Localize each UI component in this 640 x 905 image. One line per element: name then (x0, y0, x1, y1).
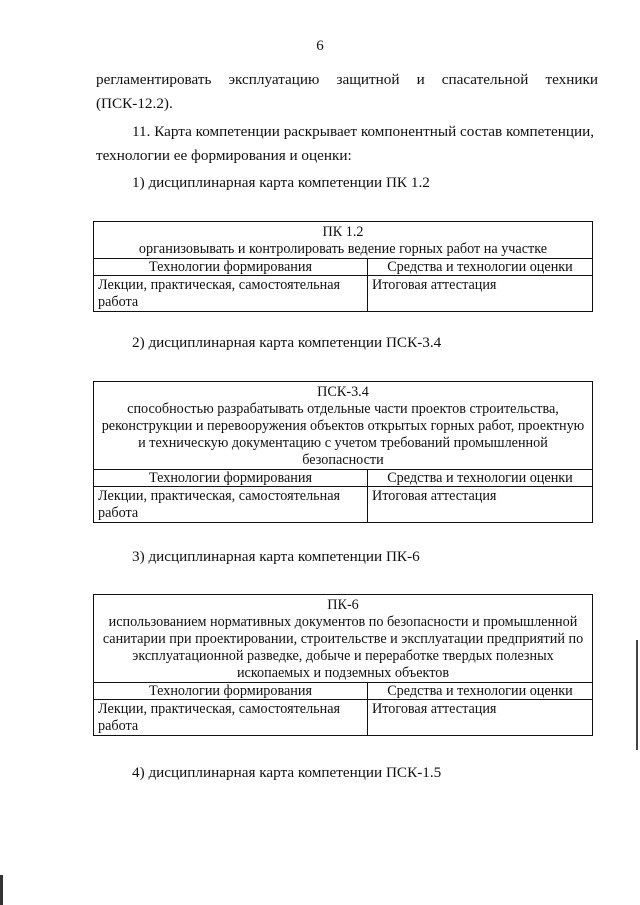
column-header-assessment: Средства и технологии оценки (368, 683, 593, 700)
list-item-2: 2) дисциплинарная карта компетенции ПСК-3.4 (132, 334, 442, 351)
column-header-assessment: Средства и технологии оценки (368, 470, 593, 487)
cell-technologies: Лекции, практическая, самостоятельная работа (94, 276, 368, 312)
competence-code: ПСК-3.4 (317, 384, 369, 400)
competence-header (94, 595, 593, 683)
scan-edge-mark (636, 640, 638, 750)
column-header-technologies: Технологии формирования (94, 683, 368, 700)
competence-description: использованием нормативных документов по безопасности и промышленной санитарии при проектировании, строительстве и эксплуатации предприятий по эксплуатационной разведке, добыче и переработке твердых полезных ископаемых и подземных объектов (102, 614, 584, 681)
paragraph-line: регламентировать эксплуатацию защитной и спасательной техники (96, 71, 598, 88)
table-row (94, 276, 593, 312)
cell-assessment: Итоговая аттестация (368, 487, 593, 523)
list-item-4: 4) дисциплинарная карта компетенции ПСК-1.5 (132, 764, 442, 781)
cell-technologies: Лекции, практическая, самостоятельная работа (94, 487, 368, 523)
competence-card-table-3 (93, 594, 593, 736)
paragraph-line: 11. Карта компетенции раскрывает компонентный состав компетенции, (132, 123, 595, 140)
list-item-1: 1) дисциплинарная карта компетенции ПК 1.2 (132, 174, 430, 191)
paragraph-line: технологии ее формирования и оценки: (96, 147, 352, 164)
table-row (94, 487, 593, 523)
column-header-technologies: Технологии формирования (94, 470, 368, 487)
table-row (94, 700, 593, 736)
cell-assessment: Итоговая аттестация (368, 276, 593, 312)
cell-technologies: Лекции, практическая, самостоятельная работа (94, 700, 368, 736)
scan-corner-mark (0, 875, 3, 905)
competence-code: ПК-6 (327, 597, 359, 613)
column-header-assessment: Средства и технологии оценки (368, 259, 593, 276)
cell-assessment: Итоговая аттестация (368, 700, 593, 736)
competence-description: организовывать и контролировать ведение горных работ на участке (138, 241, 548, 257)
competence-header (94, 222, 593, 259)
paragraph-line: (ПСК-12.2). (96, 95, 173, 112)
page-number: 6 (316, 38, 324, 54)
list-item-3: 3) дисциплинарная карта компетенции ПК-6 (132, 548, 420, 565)
competence-description: способностью разрабатывать отдельные части проектов строительства, реконструкции и перевооружения объектов открытых горных работ, проектную и техническую документацию с учетом требований промышленной безопасности (101, 401, 585, 468)
competence-header (94, 382, 593, 470)
competence-code: ПК 1.2 (322, 224, 364, 240)
competence-card-table-2 (93, 381, 593, 523)
column-header-technologies: Технологии формирования (94, 259, 368, 276)
competence-card-table-1 (93, 221, 593, 312)
